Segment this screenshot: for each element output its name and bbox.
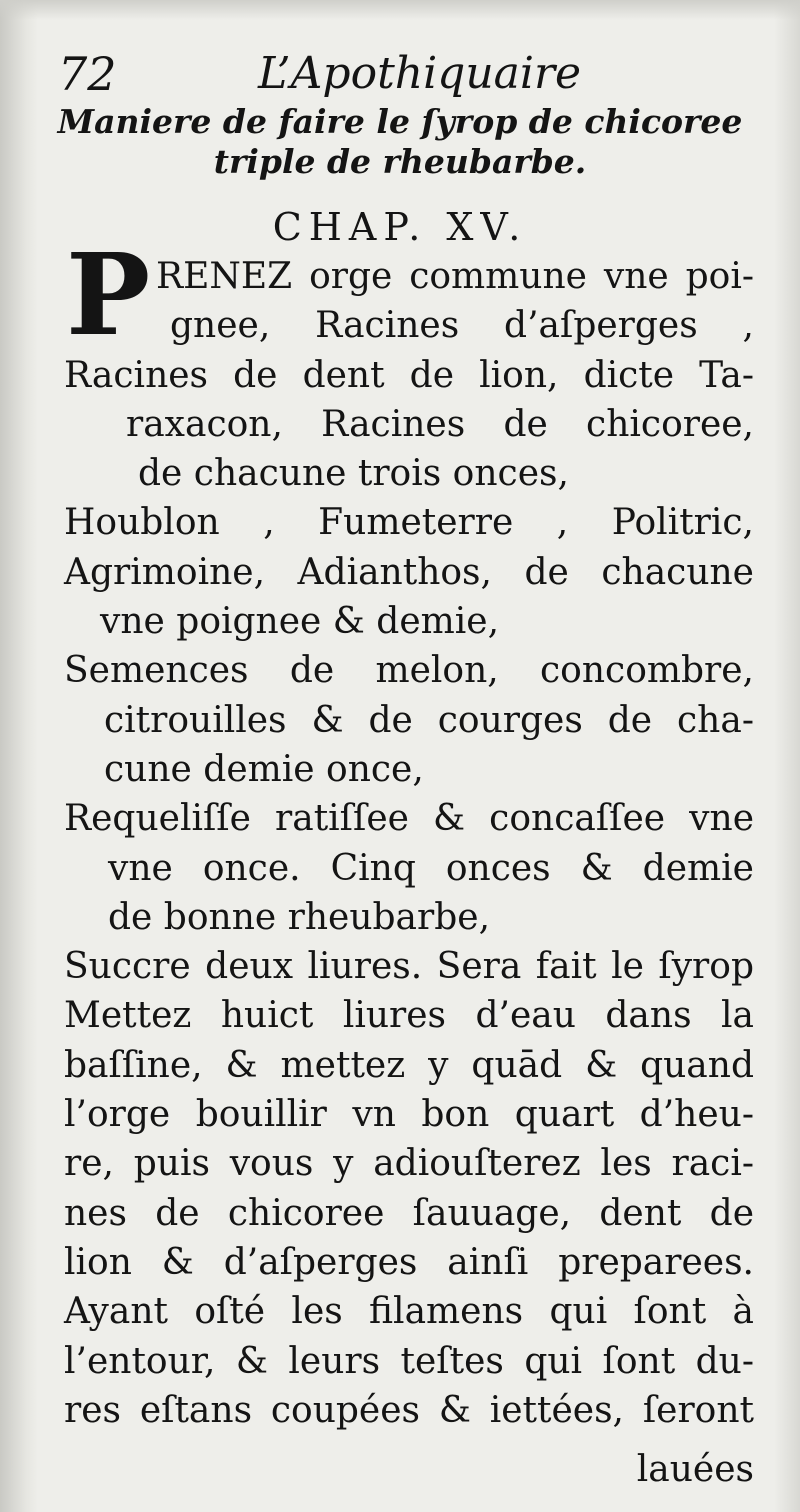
text-line: Agrimoine, Adianthos, de chacune — [64, 551, 754, 593]
text-line: Mettez huict liures d’eau dans la — [64, 995, 754, 1037]
text-line: cune demie once, — [104, 748, 424, 790]
text-line: nes de chicoree ſauuage, dent de — [64, 1192, 754, 1234]
text-line: de bonne rheubarbe, — [108, 896, 491, 938]
page-number: 72 — [58, 47, 117, 101]
text-line: de chacune trois onces, — [138, 453, 569, 495]
drop-cap: P — [66, 230, 151, 361]
chapter-title — [40, 102, 760, 182]
catchword: lauées — [636, 1449, 754, 1490]
chapter-title-line: Maniere de faire le ſyrop de chicoree — [57, 102, 743, 141]
text-line: l’entour, & leurs teſtes qui ſont du- — [64, 1340, 754, 1382]
text-line: raxacon, Racines de chicoree, — [126, 403, 754, 445]
text-line: gnee, Racines d’aſperges , — [170, 305, 754, 347]
body-text — [64, 252, 754, 1435]
text-line: Semences de melon, concombre, — [64, 650, 754, 692]
text-line: vne poignee & demie, — [100, 601, 500, 643]
text-line: baſſine, & mettez y quād & quand — [64, 1044, 754, 1086]
text-line: l’orge bouillir vn bon quart d’heu- — [64, 1094, 754, 1136]
top-edge-shadow — [0, 0, 800, 20]
text-line: citrouilles & de courges de cha- — [104, 699, 754, 741]
chapter-title-line: triple de rheubarbe. — [213, 142, 587, 181]
text-line: Ayant oſté les filamens qui ſont à — [64, 1291, 754, 1333]
running-header — [58, 44, 758, 104]
text-line: Racines de dent de lion, dicte Ta- — [64, 354, 754, 396]
text-line: vne once. Cinq onces & demie — [108, 847, 754, 889]
running-title: L’Apothiquaire — [258, 48, 582, 99]
chapter-number: CHAP. XV. — [272, 205, 528, 249]
text-line: Requeliſſe ratiſſee & concaſſee vne — [64, 798, 754, 840]
text-line: re, puis vous y adiouſterez les raci- — [64, 1143, 754, 1185]
text-line: lion & d’aſperges ainſi preparees. — [64, 1241, 754, 1283]
text-line: RENEZ orge commune vne poi- — [156, 256, 754, 297]
text-line: Houblon , Fumeterre , Politric, — [64, 502, 754, 544]
text-line: res eſtans coupées & iettées, ſeront — [64, 1389, 754, 1431]
text-line: Succre deux liures. Sera fait le ſyrop — [64, 946, 754, 988]
